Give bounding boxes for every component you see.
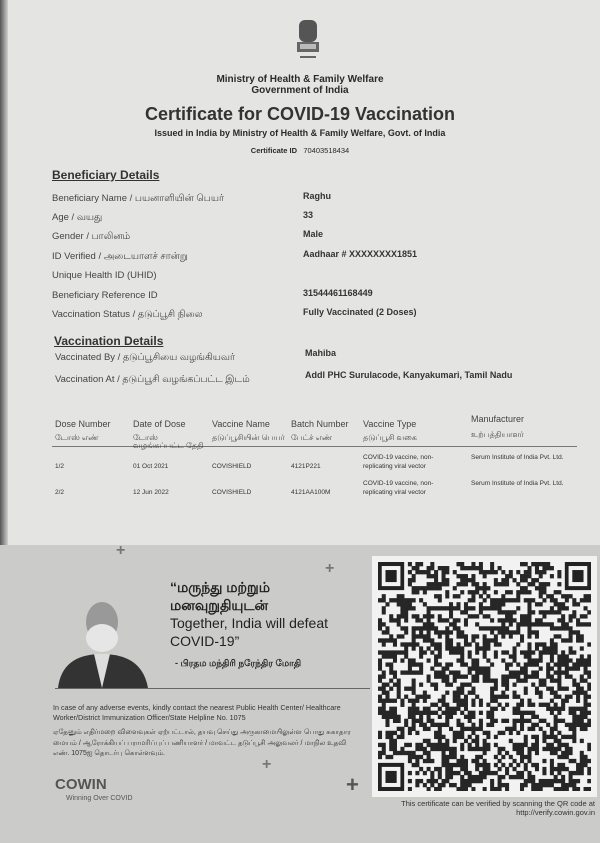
verify-url[interactable]: http://verify.cowin.gov.in (516, 808, 595, 817)
table-cell: COVISHIELD (212, 463, 252, 470)
quote (170, 578, 350, 650)
table-cell: 12 Jun 2022 (133, 489, 169, 496)
beneficiary-heading: Beneficiary Details (52, 168, 160, 182)
column-header-tamil: தடுப்பூசியின் பெயர் (212, 433, 285, 442)
qr-code-icon (378, 562, 591, 791)
field-value: 33 (303, 210, 314, 220)
field-value: Mahiba (305, 348, 337, 358)
table-cell: 01 Oct 2021 (133, 463, 169, 470)
field-value: Raghu (303, 191, 331, 201)
ministry-name (0, 74, 600, 96)
field-label: Age / வயது (52, 212, 103, 223)
cowin-tagline: Winning Over COVID (66, 795, 133, 802)
table-cell: 4121AA100M (291, 489, 331, 496)
table-cell: COVID-19 vaccine, non-replicating viral vector (363, 454, 434, 470)
field-value: Aadhaar # XXXXXXXX1851 (303, 249, 418, 259)
table-cell: Serum Institute of India Pvt. Ltd. (471, 480, 564, 487)
page-title: Certificate for COVID-19 Vaccination (144, 104, 456, 124)
quote-english: Together, India will defeat COVID-19” (170, 615, 328, 649)
column-header: Vaccine Type (363, 419, 417, 429)
column-header: Manufacturer (471, 414, 525, 424)
column-header: Dose Number (55, 419, 111, 429)
adverse-events-tamil: ஏதேனும் எதிர்மறை விளைவுகள் ஏற்பட்டால், தயவு செய்து அருகாமையிலுள்ள பொது சுகாதார மையம் / ஆரோக்கியப் பராமரிப்புப் பணியாளர் / மாவட்ட தடுப்பூசி அலுவலர் / மாநில உதவி எண். 1075ஐ தொடர்பு கொள்ளவும். (53, 729, 351, 757)
table-divider (52, 446, 577, 447)
field-label: Vaccination At / தடுப்பூசி வழங்கப்பட்ட இடம் (55, 374, 250, 385)
verify-note (380, 799, 595, 817)
field-value: 31544461168449 (303, 288, 373, 298)
table-cell: 4121P221 (291, 463, 321, 470)
column-header-tamil: டோஸ் எண் (55, 433, 99, 442)
cowin-logo: COWIN (55, 776, 107, 793)
column-header-tamil: உற்பத்தியாளர் (471, 430, 524, 439)
table-cell: 1/2 (55, 463, 65, 470)
field-label: Beneficiary Name / பயனாளியின் பெயர் (52, 193, 224, 204)
field-value: Addl PHC Surulacode, Kanyakumari, Tamil Nadu (305, 370, 513, 380)
ministry-text: Ministry of Health & Family Welfare (216, 74, 384, 85)
table-cell: Serum Institute of India Pvt. Ltd. (471, 454, 564, 461)
qr-code (372, 556, 597, 797)
plus-icon: + (262, 756, 272, 773)
field-label: Beneficiary Reference ID (52, 290, 158, 301)
field-value: Fully Vaccinated (2 Doses) (303, 307, 417, 317)
field-label: Unique Health ID (UHID) (52, 270, 157, 281)
adverse-events-english: In case of any adverse events, kindly contact the nearest Public Health Center/ Healthcare Worker/District Immunization Officer/State Helpline No. 1075 (53, 703, 341, 722)
issued-by: Issued in India by Ministry of Health & Family Welfare, Govt. of India (154, 128, 446, 138)
divider (55, 688, 370, 689)
column-header: Date of Dose (133, 419, 186, 429)
column-header: Batch Number (291, 419, 349, 429)
quote-attribution: - பிரதம மந்திரி நரேந்திர மோதி (175, 658, 302, 668)
certificate-id (0, 146, 600, 155)
field-label: ID Verified / அடையாளச் சான்று (52, 251, 188, 262)
national-emblem-icon (291, 18, 325, 64)
table-cell: COVISHIELD (212, 489, 252, 496)
plus-icon: + (116, 542, 126, 559)
field-label: Vaccinated By / தடுப்பூசியை வழங்கியவர் (55, 352, 235, 363)
certificate-id-label: Certificate ID (250, 146, 298, 155)
table-cell: COVID-19 vaccine, non-replicating viral vector (363, 480, 434, 496)
prime-minister-photo (54, 592, 150, 688)
field-label: Gender / பாலினம் (52, 231, 131, 242)
plus-icon: + (325, 560, 335, 577)
column-header: Vaccine Name (212, 419, 270, 429)
certificate-id-value: 70403518434 (303, 146, 350, 155)
column-header-tamil: தடுப்பூசி வகை (363, 433, 417, 442)
column-header-tamil: பேட்ச் எண் (291, 433, 333, 442)
quote-tamil: “மருந்து மற்றும் மனவுறுதியுடன் (170, 579, 271, 613)
verify-text: This certificate can be verified by scanning the QR code at (401, 799, 595, 808)
field-label: Vaccination Status / தடுப்பூசி நிலை (52, 309, 203, 320)
field-value: Male (303, 229, 324, 239)
government-text: Government of India (251, 85, 349, 96)
column-header-tamil: டோஸ் வழங்கப்பட்ட தேதி (133, 433, 204, 450)
plus-icon: + (346, 772, 359, 797)
vaccination-heading: Vaccination Details (54, 334, 164, 348)
table-cell: 2/2 (55, 489, 65, 496)
